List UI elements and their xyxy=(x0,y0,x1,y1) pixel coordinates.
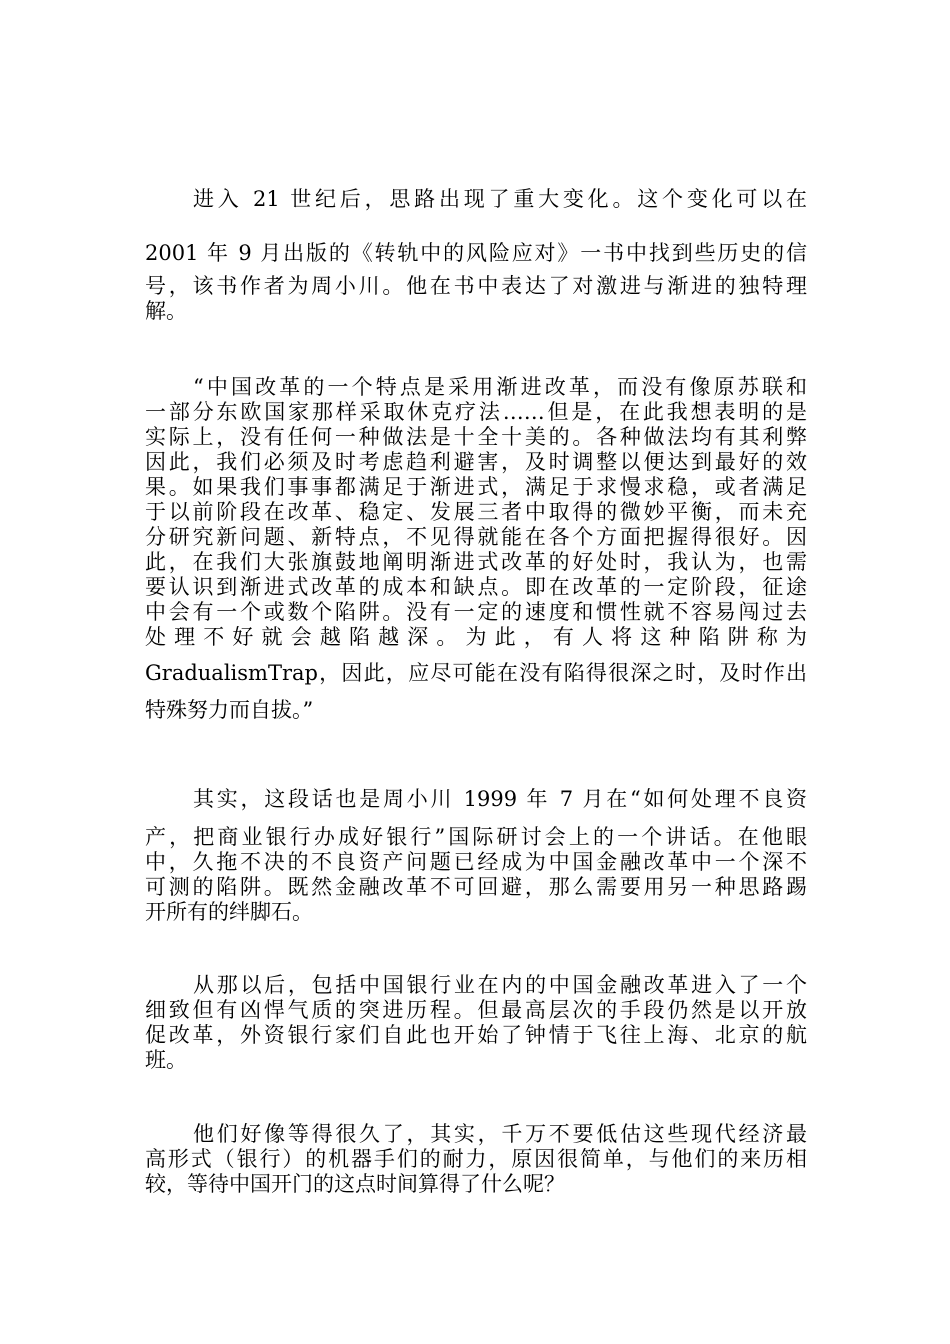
quote-line-10: 中会有一个或数个陷阱。没有一定的速度和惯性就不容易闯过去 xyxy=(145,600,807,624)
quote-line-7: 分研究新问题、新特点，不见得就能在各个方面把握得很好。因 xyxy=(145,525,807,549)
paragraph-3-line-3: 促改革，外资银行家们自此也开始了钟情于飞往上海、北京的航 xyxy=(145,1023,807,1047)
paragraph-1-line-2: 2001 年 9 月出版的《转轨中的风险应对》一书中找到些历史的信 xyxy=(145,241,807,265)
quote-line-6: 于以前阶段在改革、稳定、发展三者中取得的微妙平衡，而未充 xyxy=(145,500,807,524)
paragraph-2-line-4: 可测的陷阱。既然金融改革不可回避，那么需要用另一种思路踢 xyxy=(145,875,807,899)
paragraph-2-line-5: 开所有的绊脚石。 xyxy=(145,900,313,924)
paragraph-2-line-3: 中，久拖不决的不良资产问题已经成为中国金融改革中一个深不 xyxy=(145,850,807,874)
paragraph-1-line-1: 进入 21 世纪后，思路出现了重大变化。这个变化可以在 xyxy=(193,187,807,211)
paragraph-4-line-1: 他们好像等得很久了，其实，千万不要低估这些现代经济最 xyxy=(193,1122,807,1146)
quote-line-1: “中国改革的一个特点是采用渐进改革，而没有像原苏联和 xyxy=(193,375,807,399)
paragraph-2-line-2: 产，把商业银行办成好银行”国际研讨会上的一个讲话。在他眼 xyxy=(145,825,807,849)
quote-line-13: 特殊努力而自拔。” xyxy=(145,698,314,722)
paragraph-2-line-1: 其实，这段话也是周小川 1999 年 7 月在“如何处理不良资 xyxy=(193,787,807,811)
quote-line-5: 果。如果我们事事都满足于渐进式，满足于求慢求稳，或者满足 xyxy=(145,475,807,499)
paragraph-4-line-2: 高形式（银行）的机器手们的耐力，原因很简单，与他们的来历相 xyxy=(145,1147,807,1171)
quote-line-9: 要认识到渐进式改革的成本和缺点。即在改革的一定阶段，征途 xyxy=(145,575,807,599)
paragraph-3-line-1: 从那以后，包括中国银行业在内的中国金融改革进入了一个 xyxy=(193,973,807,997)
quote-line-11: 处 理 不 好 就 会 越 陷 越 深 。 为 此 ， 有 人 将 这 种 陷 阱 称 为 xyxy=(145,625,807,649)
paragraph-3-line-2: 细致但有凶悍气质的突进历程。但最高层次的手段仍然是以开放 xyxy=(145,998,807,1022)
paragraph-3-line-4: 班。 xyxy=(145,1048,187,1072)
paragraph-1-line-4: 解。 xyxy=(145,299,187,323)
quote-line-12: GradualismTrap，因此，应尽可能在没有陷得很深之时，及时作出 xyxy=(145,661,807,685)
quote-line-8: 此，在我们大张旗鼓地阐明渐进式改革的好处时，我认为，也需 xyxy=(145,550,807,574)
paragraph-1-line-3: 号，该书作者为周小川。他在书中表达了对激进与渐进的独特理 xyxy=(145,274,807,298)
quote-line-4: 因此，我们必须及时考虑趋利避害，及时调整以便达到最好的效 xyxy=(145,450,807,474)
paragraph-4-line-3: 较，等待中国开门的这点时间算得了什么呢？ xyxy=(145,1172,565,1196)
quote-line-3: 实际上，没有任何一种做法是十全十美的。各种做法均有其利弊 xyxy=(145,425,807,449)
quote-line-2: 一部分东欧国家那样采取休克疗法……但是，在此我想表明的是 xyxy=(145,400,807,424)
